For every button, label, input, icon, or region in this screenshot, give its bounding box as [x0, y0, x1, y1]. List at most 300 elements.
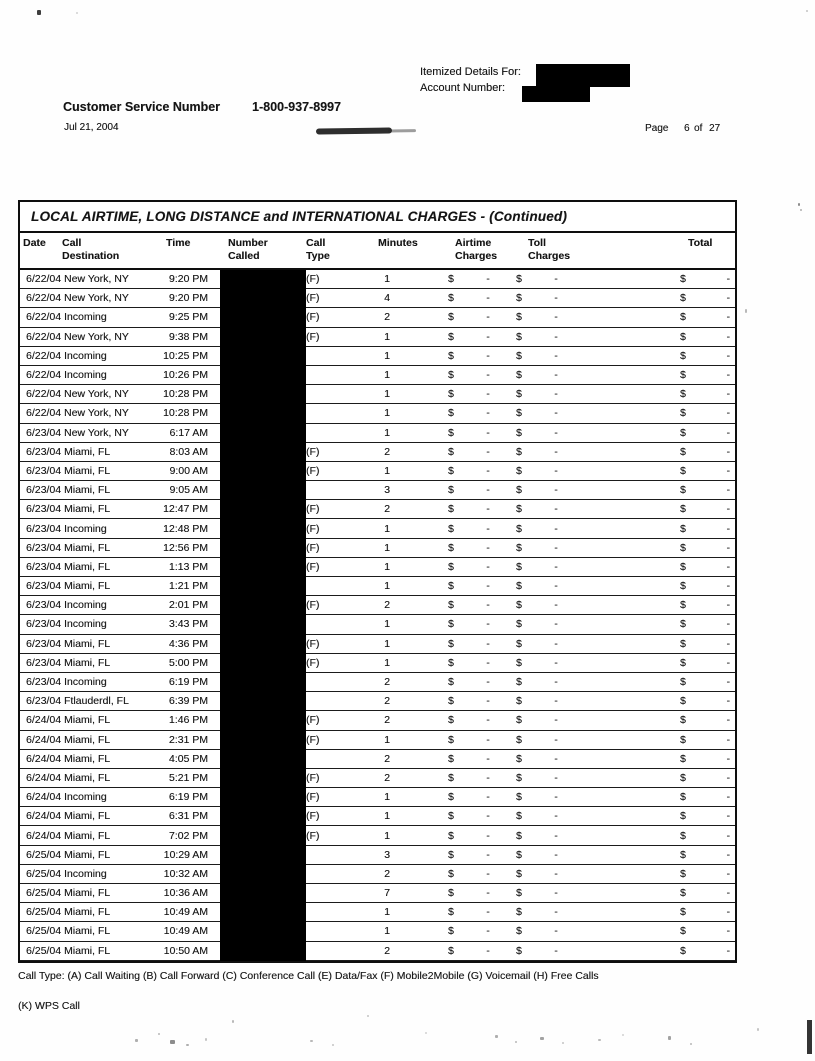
cell-time: 9:00 AM	[169, 464, 208, 477]
cell-airtime-amount: -	[486, 944, 490, 957]
toll-dollar-sign: $	[516, 829, 522, 842]
cell-destination: Miami, FL	[64, 752, 111, 765]
total-dollar-sign: $	[680, 791, 686, 804]
cell-date: 6/22/04	[26, 407, 62, 420]
cell-date: 6/23/04	[26, 676, 62, 689]
cell-time: 10:32 AM	[163, 867, 208, 880]
call-record-row	[20, 942, 735, 961]
cell-toll-amount: -	[554, 944, 558, 957]
cell-time: 10:28 PM	[163, 388, 208, 401]
cell-call-type: (F)	[306, 810, 320, 823]
airtime-dollar-sign: $	[448, 829, 454, 842]
toll-dollar-sign: $	[516, 464, 522, 477]
toll-dollar-sign: $	[516, 369, 522, 382]
cell-call-type: (F)	[306, 503, 320, 516]
total-dollar-sign: $	[680, 369, 686, 382]
scan-artifact	[76, 12, 78, 14]
cell-destination: Miami, FL	[64, 580, 111, 593]
cell-minutes: 1	[384, 349, 390, 362]
cell-total-amount: -	[726, 599, 730, 612]
cell-time: 9:25 PM	[168, 311, 208, 324]
cell-call-type: (F)	[306, 541, 320, 554]
cell-airtime-amount: -	[486, 388, 490, 401]
toll-dollar-sign: $	[516, 848, 522, 861]
cell-toll-amount: -	[554, 522, 558, 535]
cell-toll-amount: -	[554, 484, 558, 497]
cell-destination: Miami, FL	[64, 656, 111, 669]
call-type-legend: Call Type: (A) Call Waiting (B) Call Forward (C) Conference Call (E) Data/Fax (F) Mobile2Mobile (G) Voicemail (H) Free Calls	[18, 970, 599, 982]
cell-time: 12:47 PM	[163, 503, 208, 516]
airtime-dollar-sign: $	[448, 676, 454, 689]
call-record-row	[20, 750, 735, 769]
cell-airtime-amount: -	[486, 925, 490, 938]
cell-toll-amount: -	[554, 810, 558, 823]
cell-time: 1:13 PM	[168, 560, 208, 573]
cell-time: 1:21 PM	[168, 580, 208, 593]
cell-minutes: 1	[384, 618, 390, 631]
toll-dollar-sign: $	[516, 752, 522, 765]
cell-date: 6/25/04	[26, 944, 62, 957]
cell-destination: New York, NY	[64, 292, 129, 305]
itemized-details-label: Itemized Details For:	[420, 66, 521, 78]
cell-total-amount: -	[726, 829, 730, 842]
customer-service-label: Customer Service Number	[63, 100, 221, 114]
total-dollar-sign: $	[680, 829, 686, 842]
cell-destination: Miami, FL	[64, 771, 111, 784]
scan-artifact	[622, 1034, 624, 1036]
airtime-dollar-sign: $	[448, 637, 454, 650]
cell-total-amount: -	[726, 771, 730, 784]
cell-total-amount: -	[726, 887, 730, 900]
total-dollar-sign: $	[680, 407, 686, 420]
cell-date: 6/22/04	[26, 311, 62, 324]
cell-airtime-amount: -	[486, 848, 490, 861]
cell-time: 6:31 PM	[168, 810, 208, 823]
cell-destination: Incoming	[64, 791, 107, 804]
cell-destination: New York, NY	[64, 330, 129, 343]
cell-airtime-amount: -	[486, 503, 490, 516]
cell-toll-amount: -	[554, 867, 558, 880]
cell-date: 6/24/04	[26, 829, 62, 842]
cell-destination: Miami, FL	[64, 733, 111, 746]
call-record-row	[20, 404, 735, 423]
cell-time: 1:46 PM	[168, 714, 208, 727]
toll-dollar-sign: $	[516, 426, 522, 439]
airtime-dollar-sign: $	[448, 810, 454, 823]
cell-date: 6/24/04	[26, 733, 62, 746]
scan-artifact	[170, 1040, 175, 1044]
total-dollar-sign: $	[680, 426, 686, 439]
cell-destination: Miami, FL	[64, 810, 111, 823]
cell-time: 12:48 PM	[163, 522, 208, 535]
airtime-dollar-sign: $	[448, 925, 454, 938]
airtime-dollar-sign: $	[448, 944, 454, 957]
cell-date: 6/22/04	[26, 330, 62, 343]
scan-artifact	[205, 1038, 207, 1041]
toll-dollar-sign: $	[516, 311, 522, 324]
call-record-row	[20, 807, 735, 826]
total-dollar-sign: $	[680, 925, 686, 938]
cell-toll-amount: -	[554, 637, 558, 650]
toll-dollar-sign: $	[516, 560, 522, 573]
cell-date: 6/24/04	[26, 752, 62, 765]
cell-total-amount: -	[726, 867, 730, 880]
total-dollar-sign: $	[680, 330, 686, 343]
cell-airtime-amount: -	[486, 407, 490, 420]
airtime-dollar-sign: $	[448, 599, 454, 612]
total-dollar-sign: $	[680, 599, 686, 612]
cell-total-amount: -	[726, 388, 730, 401]
total-dollar-sign: $	[680, 388, 686, 401]
cell-total-amount: -	[726, 541, 730, 554]
cell-total-amount: -	[726, 503, 730, 516]
cell-airtime-amount: -	[486, 887, 490, 900]
scan-artifact	[186, 1044, 189, 1046]
call-record-row	[20, 500, 735, 519]
cell-minutes: 1	[384, 637, 390, 650]
cell-time: 6:19 PM	[168, 791, 208, 804]
page-label: Page	[645, 123, 669, 134]
total-dollar-sign: $	[680, 656, 686, 669]
cell-toll-amount: -	[554, 752, 558, 765]
cell-call-type: (F)	[306, 464, 320, 477]
scan-artifact	[540, 1037, 544, 1040]
cell-airtime-amount: -	[486, 580, 490, 593]
page-number: 6	[684, 123, 690, 134]
cell-date: 6/25/04	[26, 906, 62, 919]
total-dollar-sign: $	[680, 503, 686, 516]
airtime-dollar-sign: $	[448, 426, 454, 439]
cell-airtime-amount: -	[486, 484, 490, 497]
cell-total-amount: -	[726, 330, 730, 343]
cell-date: 6/25/04	[26, 887, 62, 900]
cell-toll-amount: -	[554, 560, 558, 573]
cell-date: 6/24/04	[26, 791, 62, 804]
customer-service-phone: 1-800-937-8997	[252, 100, 341, 114]
cell-destination: Miami, FL	[64, 560, 111, 573]
cell-time: 6:19 PM	[168, 676, 208, 689]
cell-destination: Incoming	[64, 369, 107, 382]
cell-date: 6/23/04	[26, 484, 62, 497]
cell-airtime-amount: -	[486, 618, 490, 631]
cell-toll-amount: -	[554, 330, 558, 343]
cell-date: 6/25/04	[26, 925, 62, 938]
cell-total-amount: -	[726, 637, 730, 650]
cell-minutes: 2	[384, 676, 390, 689]
call-record-row	[20, 692, 735, 711]
cell-time: 4:05 PM	[168, 752, 208, 765]
scan-artifact	[367, 1015, 369, 1017]
cell-destination: Miami, FL	[64, 484, 111, 497]
toll-dollar-sign: $	[516, 599, 522, 612]
cell-date: 6/23/04	[26, 656, 62, 669]
cell-destination: Incoming	[64, 867, 107, 880]
cell-airtime-amount: -	[486, 330, 490, 343]
redacted-customer-name	[536, 64, 630, 87]
airtime-dollar-sign: $	[448, 848, 454, 861]
cell-date: 6/23/04	[26, 464, 62, 477]
airtime-dollar-sign: $	[448, 522, 454, 535]
total-dollar-sign: $	[680, 273, 686, 286]
cell-time: 8:03 AM	[169, 445, 208, 458]
toll-dollar-sign: $	[516, 637, 522, 650]
cell-toll-amount: -	[554, 695, 558, 708]
cell-toll-amount: -	[554, 349, 558, 362]
toll-dollar-sign: $	[516, 887, 522, 900]
total-dollar-sign: $	[680, 848, 686, 861]
cell-toll-amount: -	[554, 292, 558, 305]
cell-minutes: 2	[384, 445, 390, 458]
cell-minutes: 2	[384, 599, 390, 612]
call-record-row	[20, 519, 735, 538]
total-dollar-sign: $	[680, 637, 686, 650]
toll-dollar-sign: $	[516, 771, 522, 784]
cell-date: 6/23/04	[26, 599, 62, 612]
call-record-row	[20, 903, 735, 922]
total-dollar-sign: $	[680, 695, 686, 708]
airtime-dollar-sign: $	[448, 311, 454, 324]
cell-time: 4:36 PM	[168, 637, 208, 650]
wps-call-note: (K) WPS Call	[18, 1000, 80, 1012]
cell-time: 9:20 PM	[168, 273, 208, 286]
cell-date: 6/23/04	[26, 637, 62, 650]
cell-total-amount: -	[726, 618, 730, 631]
airtime-dollar-sign: $	[448, 445, 454, 458]
cell-date: 6/23/04	[26, 426, 62, 439]
cell-destination: Miami, FL	[64, 887, 111, 900]
toll-dollar-sign: $	[516, 695, 522, 708]
cell-toll-amount: -	[554, 599, 558, 612]
toll-dollar-sign: $	[516, 676, 522, 689]
cell-destination: Miami, FL	[64, 944, 111, 957]
cell-destination: Miami, FL	[64, 714, 111, 727]
cell-airtime-amount: -	[486, 695, 490, 708]
total-dollar-sign: $	[680, 541, 686, 554]
airtime-dollar-sign: $	[448, 618, 454, 631]
airtime-dollar-sign: $	[448, 484, 454, 497]
col-header-minutes: Minutes	[378, 237, 418, 249]
call-record-row	[20, 424, 735, 443]
airtime-dollar-sign: $	[448, 369, 454, 382]
toll-dollar-sign: $	[516, 522, 522, 535]
cell-call-type: (F)	[306, 733, 320, 746]
statement-date: Jul 21, 2004	[64, 122, 119, 133]
cell-destination: Miami, FL	[64, 829, 111, 842]
col-header-date: Date	[23, 237, 46, 249]
toll-dollar-sign: $	[516, 580, 522, 593]
cell-time: 10:29 AM	[163, 848, 208, 861]
scan-artifact	[515, 1041, 517, 1043]
cell-date: 6/23/04	[26, 541, 62, 554]
airtime-dollar-sign: $	[448, 906, 454, 919]
airtime-dollar-sign: $	[448, 503, 454, 516]
cell-date: 6/23/04	[26, 695, 62, 708]
col-header-total: Total	[688, 237, 713, 249]
airtime-dollar-sign: $	[448, 464, 454, 477]
cell-toll-amount: -	[554, 714, 558, 727]
cell-airtime-amount: -	[486, 464, 490, 477]
redacted-scribble	[316, 127, 392, 134]
toll-dollar-sign: $	[516, 292, 522, 305]
scan-artifact	[135, 1039, 138, 1042]
cell-time: 10:26 PM	[163, 369, 208, 382]
cell-date: 6/22/04	[26, 349, 62, 362]
total-dollar-sign: $	[680, 733, 686, 746]
cell-total-amount: -	[726, 426, 730, 439]
cell-call-type: (F)	[306, 637, 320, 650]
airtime-dollar-sign: $	[448, 388, 454, 401]
toll-dollar-sign: $	[516, 618, 522, 631]
cell-total-amount: -	[726, 407, 730, 420]
col-header-toll-charges: Toll Charges	[528, 237, 571, 262]
airtime-dollar-sign: $	[448, 771, 454, 784]
col-header-time: Time	[166, 237, 191, 249]
total-dollar-sign: $	[680, 676, 686, 689]
call-record-row	[20, 865, 735, 884]
cell-destination: Ftlauderdl, FL	[64, 695, 129, 708]
call-record-row	[20, 635, 735, 654]
cell-minutes: 1	[384, 829, 390, 842]
cell-toll-amount: -	[554, 656, 558, 669]
call-record-row	[20, 366, 735, 385]
airtime-dollar-sign: $	[448, 541, 454, 554]
cell-time: 6:39 PM	[168, 695, 208, 708]
scan-artifact	[800, 209, 802, 211]
cell-time: 9:38 PM	[168, 330, 208, 343]
cell-call-type: (F)	[306, 829, 320, 842]
total-dollar-sign: $	[680, 560, 686, 573]
cell-total-amount: -	[726, 810, 730, 823]
call-record-row	[20, 711, 735, 730]
cell-total-amount: -	[726, 944, 730, 957]
call-record-row	[20, 615, 735, 634]
cell-time: 9:20 PM	[168, 292, 208, 305]
cell-toll-amount: -	[554, 887, 558, 900]
total-dollar-sign: $	[680, 752, 686, 765]
total-dollar-sign: $	[680, 810, 686, 823]
cell-destination: New York, NY	[64, 388, 129, 401]
cell-destination: Incoming	[64, 522, 107, 535]
total-dollar-sign: $	[680, 464, 686, 477]
cell-time: 10:49 AM	[163, 925, 208, 938]
cell-airtime-amount: -	[486, 656, 490, 669]
cell-minutes: 1	[384, 426, 390, 439]
cell-minutes: 1	[384, 925, 390, 938]
cell-total-amount: -	[726, 464, 730, 477]
cell-date: 6/22/04	[26, 273, 62, 286]
cell-date: 6/24/04	[26, 714, 62, 727]
cell-call-type: (F)	[306, 311, 320, 324]
scan-artifact	[332, 1044, 334, 1046]
toll-dollar-sign: $	[516, 484, 522, 497]
cell-total-amount: -	[726, 522, 730, 535]
call-record-row	[20, 577, 735, 596]
cell-date: 6/24/04	[26, 771, 62, 784]
cell-time: 10:49 AM	[163, 906, 208, 919]
cell-airtime-amount: -	[486, 273, 490, 286]
scan-artifact	[806, 10, 808, 12]
cell-minutes: 2	[384, 311, 390, 324]
call-record-row	[20, 558, 735, 577]
call-record-row	[20, 596, 735, 615]
cell-toll-amount: -	[554, 464, 558, 477]
cell-total-amount: -	[726, 791, 730, 804]
call-record-row	[20, 884, 735, 903]
redacted-account-number	[522, 86, 590, 102]
scan-artifact	[690, 1043, 692, 1045]
toll-dollar-sign: $	[516, 330, 522, 343]
cell-call-type: (F)	[306, 656, 320, 669]
cell-date: 6/23/04	[26, 503, 62, 516]
cell-total-amount: -	[726, 484, 730, 497]
cell-airtime-amount: -	[486, 810, 490, 823]
airtime-dollar-sign: $	[448, 867, 454, 880]
total-dollar-sign: $	[680, 311, 686, 324]
cell-destination: New York, NY	[64, 407, 129, 420]
cell-airtime-amount: -	[486, 771, 490, 784]
airtime-dollar-sign: $	[448, 752, 454, 765]
cell-call-type: (F)	[306, 445, 320, 458]
cell-total-amount: -	[726, 752, 730, 765]
cell-time: 10:50 AM	[163, 944, 208, 957]
toll-dollar-sign: $	[516, 791, 522, 804]
call-record-row	[20, 922, 735, 941]
cell-airtime-amount: -	[486, 733, 490, 746]
scan-artifact	[668, 1036, 671, 1040]
cell-minutes: 1	[384, 407, 390, 420]
cell-airtime-amount: -	[486, 349, 490, 362]
cell-total-amount: -	[726, 445, 730, 458]
cell-minutes: 1	[384, 733, 390, 746]
total-dollar-sign: $	[680, 771, 686, 784]
cell-time: 2:31 PM	[168, 733, 208, 746]
table-body	[20, 270, 735, 961]
total-dollar-sign: $	[680, 618, 686, 631]
cell-date: 6/22/04	[26, 388, 62, 401]
toll-dollar-sign: $	[516, 925, 522, 938]
cell-total-amount: -	[726, 580, 730, 593]
cell-destination: Incoming	[64, 311, 107, 324]
cell-minutes: 1	[384, 656, 390, 669]
cell-minutes: 1	[384, 369, 390, 382]
cell-toll-amount: -	[554, 445, 558, 458]
cell-minutes: 1	[384, 273, 390, 286]
cell-toll-amount: -	[554, 791, 558, 804]
cell-minutes: 1	[384, 464, 390, 477]
col-header-call-destination: Call Destination	[62, 237, 120, 262]
cell-minutes: 1	[384, 580, 390, 593]
cell-total-amount: -	[726, 733, 730, 746]
cell-destination: Miami, FL	[64, 848, 111, 861]
call-record-row	[20, 826, 735, 845]
toll-dollar-sign: $	[516, 906, 522, 919]
cell-minutes: 2	[384, 695, 390, 708]
cell-airtime-amount: -	[486, 829, 490, 842]
scan-artifact	[745, 309, 747, 313]
cell-total-amount: -	[726, 676, 730, 689]
cell-date: 6/23/04	[26, 445, 62, 458]
cell-toll-amount: -	[554, 829, 558, 842]
scan-artifact	[757, 1028, 759, 1031]
cell-destination: Miami, FL	[64, 541, 111, 554]
cell-minutes: 1	[384, 906, 390, 919]
cell-total-amount: -	[726, 311, 730, 324]
call-record-row	[20, 270, 735, 289]
table-header-row	[20, 233, 735, 270]
scan-artifact	[562, 1042, 564, 1044]
cell-airtime-amount: -	[486, 906, 490, 919]
cell-minutes: 2	[384, 771, 390, 784]
